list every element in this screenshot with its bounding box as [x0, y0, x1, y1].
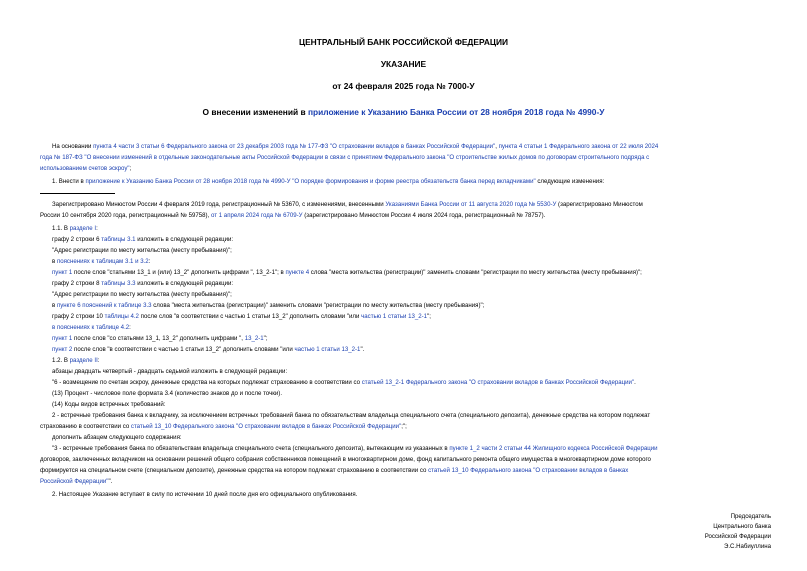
- link-p6-t33[interactable]: пункте 6 пояснений к таблице 3.3: [56, 302, 152, 309]
- addr-2: "Адрес регистрации по месту жительства (месту пребывания)";: [52, 291, 232, 298]
- abz: абзацы двадцать четвертый - двадцать седьмой изложить в следующей редакции:: [52, 368, 288, 375]
- link-13-10-law-c[interactable]: Российской Федерации": [40, 478, 109, 485]
- g2-t31: графу 2 строки 6 таблицы 3.1 изложить в следующей редакции:: [52, 236, 234, 243]
- link-13-2-1[interactable]: 13_2-1: [244, 335, 264, 342]
- org-heading: ЦЕНТРАЛЬНЫЙ БАНК РОССИЙСКОЙ ФЕДЕРАЦИИ: [298, 37, 509, 47]
- q6: "6 - возмещение по счетам эскроу, денежные средства на которых подлежат страхованию в соответствии со статьей 13_2-1 Федерального закона "О страховании вкладов в банках Российской Федерации".: [52, 379, 636, 386]
- signature-line-3: Российской Федерации: [704, 533, 771, 540]
- link-table-3-3[interactable]: таблицы 3.3: [101, 280, 136, 287]
- link-part1-13-2-1-b[interactable]: частью 1 статьи 13_2-1: [294, 346, 361, 353]
- link-p4[interactable]: пункте 4: [285, 269, 310, 276]
- link-6709-u[interactable]: от 1 апреля 2024 года № 6709-У: [210, 212, 303, 219]
- signature-line-2: Центрального банка: [713, 523, 771, 530]
- preamble-line-3: использованием счетов эскроу";: [40, 165, 132, 172]
- g2-t33: графу 2 строки 8 таблицы 3.3 изложить в следующей редакции:: [52, 280, 234, 287]
- section-1-1: 1.1. В разделе I:: [52, 225, 98, 232]
- link-zhk-44[interactable]: пункте 1_2 части 2 статьи 44 Жилищного кодекса Российской Федерации: [449, 445, 658, 452]
- q3-line-1: "3 - встречные требования банка по обязательствам владельца специального счета (специального депозита), вытекающим из указанных в пункте 1_2 части 2 статьи 44 Жилищного кодекса Российской Федерации: [52, 445, 658, 452]
- link-13-10-law-b[interactable]: статьей 13_10 Федерального закона "О страховании вкладов в банках: [428, 467, 629, 474]
- link-187-fz-b[interactable]: года № 187-ФЗ "О внесении изменений в отдельные законодательные акты Российской Федерации в связи с принятием Федерального закона "О строительстве жилых домов по договорам строительного подряда с: [40, 154, 650, 161]
- expl-31-32: в пояснениях к таблицам 3.1 и 3.2:: [52, 258, 151, 265]
- link-expl-31-32[interactable]: пояснениях к таблицам 3.1 и 3.2: [56, 258, 149, 265]
- q13: (13) Процент - числовое поле формата 3.4 (количество знаков до и после точки).: [52, 390, 283, 397]
- link-177-fz[interactable]: пункта 4 части 3 статьи 6 Федерального закона от 23 декабря 2003 года № 177-ФЗ "О страховании вкладов в банках Российской Федерации": [93, 143, 496, 150]
- link-expl-42[interactable]: в пояснениях к таблице 4.2: [52, 324, 130, 331]
- item-2: 2. Настоящее Указание вступает в силу по истечении 10 дней после дня его официального опубликования.: [52, 491, 358, 498]
- link-187-fz-c[interactable]: использованием счетов эскроу": [40, 165, 130, 172]
- pp1: пункт 1 после слов "со статьями 13_1, 13_2" дополнить цифрами ", 13_2-1";: [52, 335, 268, 342]
- preamble-line-1: На основании пункта 4 части 3 статьи 6 Федерального закона от 23 декабря 2003 года № 177-ФЗ "О страховании вкладов в банках Российской Федерации", пункта 4 статьи 1 Федерального закона от 22 июля 2024: [52, 143, 659, 150]
- footnote-line-2: России 10 сентября 2020 года, регистрационный № 59758), от 1 апреля 2024 года № 6709-У (зарегистрировано Минюстом России 4 июля 2024 года, регистрационный № 78757).: [40, 212, 546, 219]
- addr-1: "Адрес регистрации по месту жительства (месту пребывания)";: [52, 247, 232, 254]
- doc-date-heading: от 24 февраля 2025 года № 7000-У: [332, 81, 475, 91]
- link-13-2-1-law[interactable]: статьей 13_2-1 Федерального закона "О страховании вкладов в банках Российской Федерации": [361, 379, 635, 386]
- link-pp1[interactable]: пункт 1: [52, 335, 73, 342]
- footnote-line-1: Зарегистрировано Минюстом России 4 февраля 2019 года, регистрационный № 53670, с изменениями, внесенными Указаниями Банка России от 11 августа 2020 года № 5530-У (зарегистрировано Минюстом: [52, 201, 643, 208]
- p1-p4: пункт 1 после слов "статьями 13_1 и (или) 13_2" дополнить цифрами ", 13_2-1"; в пункте 4 слова "места жительства (регистрации)" заменить словами "регистрации по месту жительства (месту пребывания)";: [52, 269, 642, 276]
- dop: дополнить абзацем следующего содержания:: [52, 434, 182, 441]
- q14: (14) Коды видов встречных требований:: [52, 401, 166, 408]
- link-p1[interactable]: пункт 1: [52, 269, 73, 276]
- q3-line-3: формируется на специальном счете (специальном депозите), денежные средства на котором подлежат страхованию в соответствии со статьей 13_10 Федерального закона "О страховании вкладов в банках: [40, 467, 629, 474]
- q3-line-4: Российской Федерации"".: [40, 478, 113, 485]
- signature-line-4: Э.С.Набиуллина: [723, 543, 771, 550]
- link-section-2[interactable]: разделе II: [69, 357, 98, 364]
- link-part1-13-2-1-a[interactable]: частью 1 статьи 13_2-1: [361, 313, 428, 320]
- link-table-4-2[interactable]: таблицы 4.2: [104, 313, 139, 320]
- pp2: пункт 2 после слов "в соответствии с частью 1 статьи 13_2" дополнить словами "или частью 1 статьи 13_2-1".: [52, 346, 365, 353]
- signature-line-1: Председатель: [730, 513, 771, 520]
- link-section-1[interactable]: разделе I: [69, 225, 97, 232]
- q2-line-1: 2 - встречные требования банка к вкладчику, за исключением встречных требований банка по обязательствам владельца специального счета (специального депозита), денежные средства на котором подлежат: [52, 412, 651, 419]
- title-link[interactable]: приложение к Указанию Банка России от 28 ноября 2018 года № 4990-У: [307, 107, 605, 117]
- doc-type-heading: УКАЗАНИЕ: [380, 59, 427, 69]
- q2-line-2: страхованию в соответствии со статьей 13_10 Федерального закона "О страховании вкладов в банках Российской Федерации";";: [40, 423, 407, 430]
- link-pp2[interactable]: пункт 2: [52, 346, 73, 353]
- link-13-10-law-a[interactable]: статьей 13_10 Федерального закона "О страховании вкладов в банках Российской Федерации": [130, 423, 402, 430]
- link-5530-u[interactable]: Указаниями Банка России от 11 августа 2020 года № 5530-У: [385, 201, 557, 208]
- preamble-line-2: [40, 153, 775, 163]
- link-annex-4990[interactable]: приложение к Указанию Банка России от 28 ноября 2018 года № 4990-У "О порядке формирования и форме реестра обязательств банка перед вкладчиками": [85, 178, 536, 185]
- section-1-2: 1.2. В разделе II:: [52, 357, 100, 364]
- link-table-3-1[interactable]: таблицы 3.1: [101, 236, 136, 243]
- link-187-fz-a[interactable]: пункта 4 статьи 1 Федерального закона от 22 июля 2024: [498, 143, 659, 150]
- p6-t33: в пункте 6 пояснений к таблице 3.3 слова "места жительства (регистрации)" заменить словами "регистрации по месту жительства (месту пребывания)";: [52, 302, 485, 309]
- q3-line-2: договоров, заключенных вкладчиком на основании решений общего собрания собственников помещений в многоквартирном доме, фонд капитального ремонта общего имущества в многоквартирном доме которого: [40, 456, 651, 463]
- item-1: 1. Внести в приложение к Указанию Банка России от 28 ноября 2018 года № 4990-У "О порядке формирования и форме реестра обязательств банка перед вкладчиками" следующие изменения:: [52, 178, 605, 185]
- g2-t42: графу 2 строки 10 таблицы 4.2 после слов "в соответствии с частью 1 статьи 13_2" дополнить словами "или частью 1 статьи 13_2-1";: [52, 313, 431, 320]
- doc-title: О внесении изменений в приложение к Указанию Банка России от 28 ноября 2018 года № 4990-У: [202, 107, 605, 117]
- expl-42: в пояснениях к таблице 4.2:: [52, 324, 131, 331]
- footnote-divider: [40, 193, 115, 194]
